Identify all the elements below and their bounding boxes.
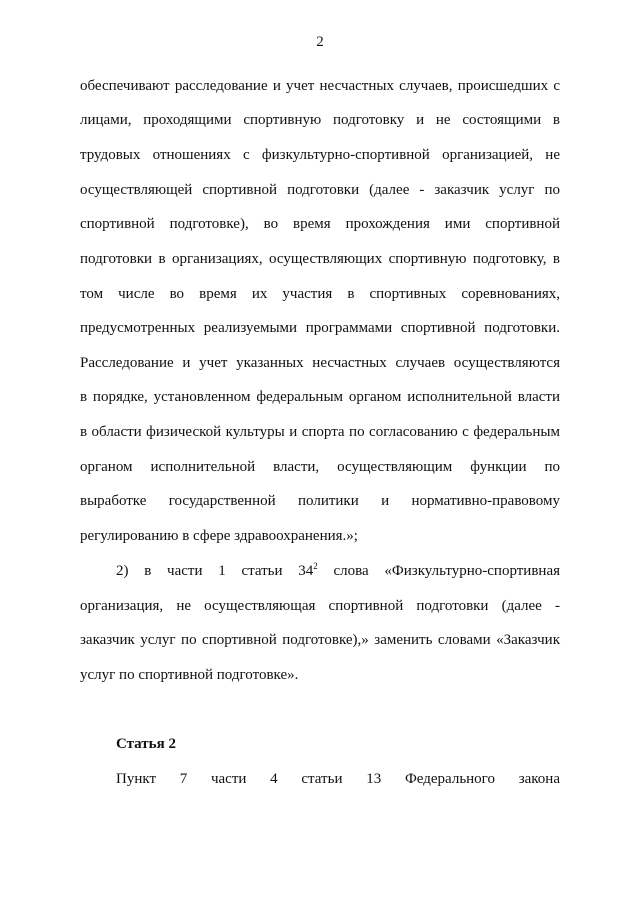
amendment-text-end: слова «Физкультурно-спортивная [317,563,561,579]
paragraph-line: Пункт 7 части 4 статьи 13 Федерального закона [116,771,560,787]
paragraph-line: организация, не осуществляющая спортивной подготовки (далее - [80,598,560,614]
paragraph-line: спортивной подготовке), во время прохождения ими спортивной [80,216,560,232]
page-number: 2 [316,34,324,50]
paragraph-line: лицами, проходящими спортивную подготовку и не состоящими в [80,112,560,128]
paragraph-line: трудовых отношениях с физкультурно-спортивной организацией, не [80,147,560,163]
paragraph-line: подготовки в организациях, осуществляющих спортивную подготовку, в [80,251,560,267]
paragraph-line: Расследование и учет указанных несчастных случаев осуществляются [80,355,560,371]
paragraph-line: в области физической культуры и спорта по согласованию с федеральным [80,424,560,440]
paragraph-line: заказчик услуг по спортивной подготовке),» заменить словами «Заказчик [80,632,560,648]
article-superscript: 2 [313,561,318,571]
paragraph-line-amendment [116,561,560,581]
article-heading: Статья 2 [116,736,176,752]
paragraph-line: органом исполнительной власти, осуществляющим функции по [80,459,560,475]
paragraph-line: выработке государственной политики и нормативно-правовому [80,493,560,509]
paragraph-line: обеспечивают расследование и учет несчастных случаев, происшедших с [80,78,560,94]
paragraph-line: в порядке, установленном федеральным органом исполнительной власти [80,389,560,405]
paragraph-line: услуг по спортивной подготовке». [80,667,299,683]
paragraph-line: предусмотренных реализуемыми программами спортивной подготовки. [80,320,560,336]
paragraph-line: осуществляющей спортивной подготовки (далее - заказчик услуг по [80,182,560,198]
paragraph-line: том числе во время их участия в спортивных соревнованиях, [80,286,560,302]
paragraph-line: регулированию в сфере здравоохранения.»; [80,528,358,544]
amendment-text-start: 2) в части 1 статьи 34 [116,563,314,579]
